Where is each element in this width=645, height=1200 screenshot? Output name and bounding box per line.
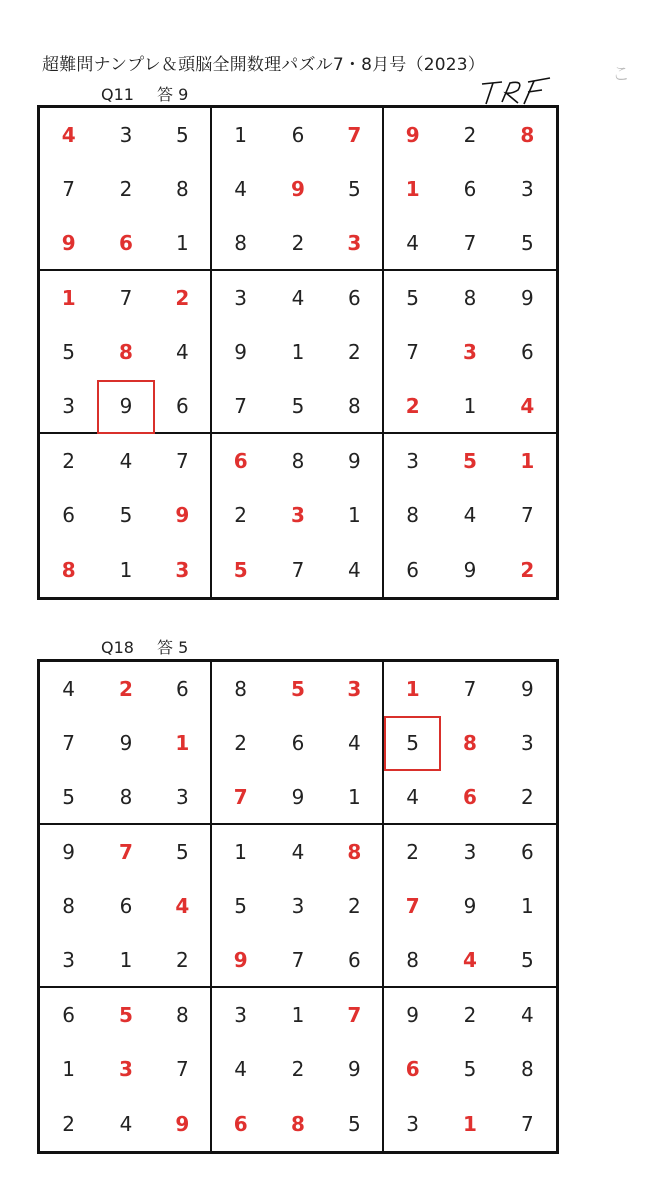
- sudoku-cell: 8: [463, 731, 477, 756]
- sudoku-cell: 8: [327, 380, 384, 434]
- sudoku-cell: 4: [234, 1057, 248, 1082]
- sudoku-cell: 5: [234, 894, 248, 919]
- sudoku-cell: 8: [62, 894, 76, 919]
- sudoku-cell: 8: [327, 825, 384, 879]
- sudoku-cell: 9: [520, 286, 534, 311]
- sudoku-cell: 4: [234, 177, 248, 202]
- sudoku-cell: 3: [463, 340, 477, 365]
- sudoku-cell: 8: [119, 340, 133, 365]
- sudoku-cell: 2: [269, 217, 326, 271]
- sudoku-cell: 5: [119, 1003, 133, 1028]
- sudoku-cell: 8: [155, 988, 212, 1042]
- sudoku-cell: 9: [40, 217, 97, 271]
- sudoku-cell: 7: [155, 434, 212, 488]
- sudoku-cell: 9: [155, 1097, 212, 1151]
- sudoku-cell: 4: [62, 677, 76, 702]
- sudoku-cell: 3: [155, 771, 212, 825]
- sudoku-cell: 5: [499, 217, 556, 271]
- sudoku-cell: 6: [463, 177, 477, 202]
- sudoku-cell: 5: [155, 108, 212, 162]
- sudoku-cell: 3: [119, 123, 133, 148]
- sudoku-cell: 7: [212, 771, 269, 825]
- sudoku-cell: 4: [119, 449, 133, 474]
- sudoku-cell: 8: [212, 217, 269, 271]
- sudoku-cell: 7: [291, 557, 305, 582]
- sudoku-cell: 6: [155, 662, 212, 716]
- sudoku-cell: 4: [327, 543, 384, 597]
- sudoku-cell: 4: [463, 503, 477, 528]
- sudoku-grid-q11: [37, 105, 559, 600]
- sudoku-cell: 4: [384, 217, 441, 271]
- sudoku-cell: 8: [97, 771, 154, 825]
- sudoku-cell: 7: [327, 108, 384, 162]
- sudoku-cell: 3: [291, 894, 305, 919]
- sudoku-cell: 9: [269, 771, 326, 825]
- sudoku-cell: 2: [119, 177, 133, 202]
- sudoku-cell: 1: [62, 1057, 76, 1082]
- sudoku-cell: 3: [520, 177, 534, 202]
- sudoku-cell: 5: [463, 1057, 477, 1082]
- sudoku-cell: 9: [291, 177, 305, 202]
- sudoku-cell: 5: [269, 380, 326, 434]
- sudoku-cell: 6: [62, 503, 76, 528]
- sudoku-cell: 7: [155, 1042, 212, 1096]
- sudoku-cell: 4: [155, 879, 212, 933]
- sudoku-cell: 4: [520, 1003, 534, 1028]
- sudoku-cell: 1: [520, 449, 535, 474]
- sudoku-cell: 9: [97, 380, 154, 434]
- sudoku-cell: 1: [155, 716, 212, 770]
- sudoku-cell: 2: [119, 677, 133, 702]
- sudoku-cell: 8: [155, 162, 212, 216]
- sudoku-cell: 1: [119, 557, 133, 582]
- sudoku-cell: 7: [441, 217, 498, 271]
- puzzle-label-q11: [101, 82, 188, 105]
- sudoku-cell: 7: [405, 894, 420, 919]
- sudoku-cell: 6: [520, 840, 534, 865]
- sudoku-cell: 1: [441, 380, 498, 434]
- puzzle-answer: 答 9: [157, 85, 189, 104]
- sudoku-cell: 5: [233, 557, 248, 582]
- sudoku-cell: 6: [406, 557, 420, 582]
- sudoku-cell: 7: [520, 503, 534, 528]
- sudoku-cell: 6: [520, 340, 534, 365]
- sudoku-cell: 6: [327, 271, 384, 325]
- sudoku-cell: 2: [499, 771, 556, 825]
- sudoku-cell: 7: [119, 286, 133, 311]
- sudoku-cell: 7: [463, 677, 477, 702]
- sudoku-cell: 5: [327, 1097, 384, 1151]
- sudoku-cell: 5: [155, 825, 212, 879]
- sudoku-cell: 3: [327, 662, 384, 716]
- sudoku-cell: 2: [463, 1003, 477, 1028]
- sudoku-cell: 1: [327, 771, 384, 825]
- sudoku-cell: 4: [499, 380, 556, 434]
- sudoku-cell: 9: [463, 894, 477, 919]
- sudoku-cell: 1: [291, 340, 305, 365]
- handwritten-signature: [478, 74, 554, 108]
- puzzle-label-q18: [101, 635, 188, 658]
- sudoku-cell: 9: [463, 557, 477, 582]
- sudoku-cell: 2: [234, 731, 248, 756]
- sudoku-cell: 3: [234, 1003, 248, 1028]
- sudoku-cell: 5: [291, 677, 305, 702]
- sudoku-cell: 2: [234, 503, 248, 528]
- sudoku-cell: 4: [61, 123, 76, 148]
- sudoku-cell: 5: [463, 449, 477, 474]
- sudoku-cell: 7: [406, 340, 420, 365]
- sudoku-cell: 8: [234, 677, 248, 702]
- sudoku-cell: 2: [463, 123, 477, 148]
- sudoku-cell: 2: [62, 1111, 76, 1136]
- sudoku-cell: 2: [291, 1057, 305, 1082]
- sudoku-cell: 4: [291, 840, 305, 865]
- sudoku-cell: 2: [62, 449, 76, 474]
- sudoku-cell: 5: [62, 340, 76, 365]
- sudoku-cell: 7: [212, 380, 269, 434]
- cut-off-edge-text: こ: [612, 64, 630, 85]
- page-title: 超難問ナンプレ＆頭脳全開数理パズル7・8月号（2023）: [42, 55, 485, 75]
- sudoku-cell: 3: [40, 380, 97, 434]
- sudoku-cell: 3: [327, 217, 384, 271]
- sudoku-cell: 1: [97, 934, 154, 988]
- sudoku-cell: 4: [155, 325, 212, 379]
- sudoku-cell: 3: [40, 934, 97, 988]
- sudoku-cell: 4: [384, 771, 441, 825]
- sudoku-cell: 6: [291, 123, 305, 148]
- sudoku-cell: 3: [119, 1057, 133, 1082]
- sudoku-cell: 9: [212, 934, 269, 988]
- sudoku-cell: 6: [405, 1057, 420, 1082]
- sudoku-cell: 2: [327, 325, 384, 379]
- sudoku-cell: 8: [61, 557, 76, 582]
- sudoku-cell: 3: [291, 503, 305, 528]
- sudoku-cell: 1: [327, 488, 384, 542]
- sudoku-cell: 1: [234, 840, 248, 865]
- sudoku-cell: 2: [155, 934, 212, 988]
- sudoku-cell: 9: [327, 434, 384, 488]
- sudoku-cell: 5: [499, 934, 556, 988]
- sudoku-cell: 9: [406, 1003, 420, 1028]
- sudoku-cell: 4: [441, 934, 498, 988]
- sudoku-cell: 6: [119, 894, 133, 919]
- sudoku-cell: 7: [62, 177, 76, 202]
- sudoku-cell: 7: [269, 934, 326, 988]
- sudoku-cell: 7: [62, 731, 76, 756]
- sudoku-cell: 6: [233, 1111, 248, 1136]
- sudoku-cell: 8: [520, 1057, 534, 1082]
- sudoku-cell: 6: [155, 380, 212, 434]
- sudoku-cell: 5: [406, 286, 420, 311]
- sudoku-cell: 4: [119, 1111, 133, 1136]
- sudoku-cell: 2: [384, 380, 441, 434]
- sudoku-cell: 2: [155, 271, 212, 325]
- sudoku-cell: 5: [406, 731, 420, 756]
- puzzle-id: Q11: [101, 85, 134, 104]
- sudoku-cell: 9: [520, 677, 534, 702]
- sudoku-cell: 1: [234, 123, 248, 148]
- sudoku-cell: 3: [155, 543, 212, 597]
- sudoku-cell: 9: [327, 1042, 384, 1096]
- sudoku-cell: 6: [97, 217, 154, 271]
- sudoku-cell: 4: [291, 286, 305, 311]
- sudoku-cell: 9: [119, 731, 133, 756]
- sudoku-grid-q18: [37, 659, 559, 1154]
- sudoku-cell: 3: [520, 731, 534, 756]
- sudoku-cell: 3: [406, 1111, 420, 1136]
- sudoku-cell: 5: [40, 771, 97, 825]
- sudoku-cell: 8: [384, 934, 441, 988]
- sudoku-cell: 2: [327, 879, 384, 933]
- sudoku-cell: 3: [463, 840, 477, 865]
- sudoku-cell: 6: [291, 731, 305, 756]
- sudoku-cell: 5: [327, 162, 384, 216]
- sudoku-cell: 6: [233, 449, 248, 474]
- sudoku-cell: 9: [155, 488, 212, 542]
- sudoku-cell: 4: [327, 716, 384, 770]
- sudoku-cell: 9: [62, 840, 76, 865]
- sudoku-cell: 2: [406, 840, 420, 865]
- sudoku-cell: 8: [520, 123, 535, 148]
- sudoku-cell: 5: [119, 503, 133, 528]
- sudoku-cell: 8: [406, 503, 420, 528]
- sudoku-cell: 8: [463, 286, 477, 311]
- sudoku-cell: 2: [520, 557, 535, 582]
- puzzle-answer: 答 5: [157, 638, 189, 657]
- sudoku-cell: 1: [520, 894, 534, 919]
- sudoku-cell: 6: [327, 934, 384, 988]
- sudoku-cell: 3: [234, 286, 248, 311]
- sudoku-cell: 1: [463, 1111, 477, 1136]
- sudoku-cell: 6: [62, 1003, 76, 1028]
- sudoku-cell: 9: [234, 340, 248, 365]
- puzzle-id: Q18: [101, 638, 134, 657]
- sudoku-cell: 9: [405, 123, 420, 148]
- sudoku-cell: 8: [291, 1111, 305, 1136]
- sudoku-cell: 7: [520, 1111, 534, 1136]
- sudoku-cell: 1: [61, 286, 76, 311]
- sudoku-cell: 3: [406, 449, 420, 474]
- sudoku-cell: 1: [291, 1003, 305, 1028]
- sudoku-cell: 8: [291, 449, 305, 474]
- sudoku-cell: 1: [405, 177, 420, 202]
- sudoku-cell: 6: [441, 771, 498, 825]
- sudoku-cell: 7: [327, 988, 384, 1042]
- sudoku-cell: 1: [405, 677, 420, 702]
- sudoku-cell: 1: [155, 217, 212, 271]
- sudoku-cell: 7: [119, 840, 133, 865]
